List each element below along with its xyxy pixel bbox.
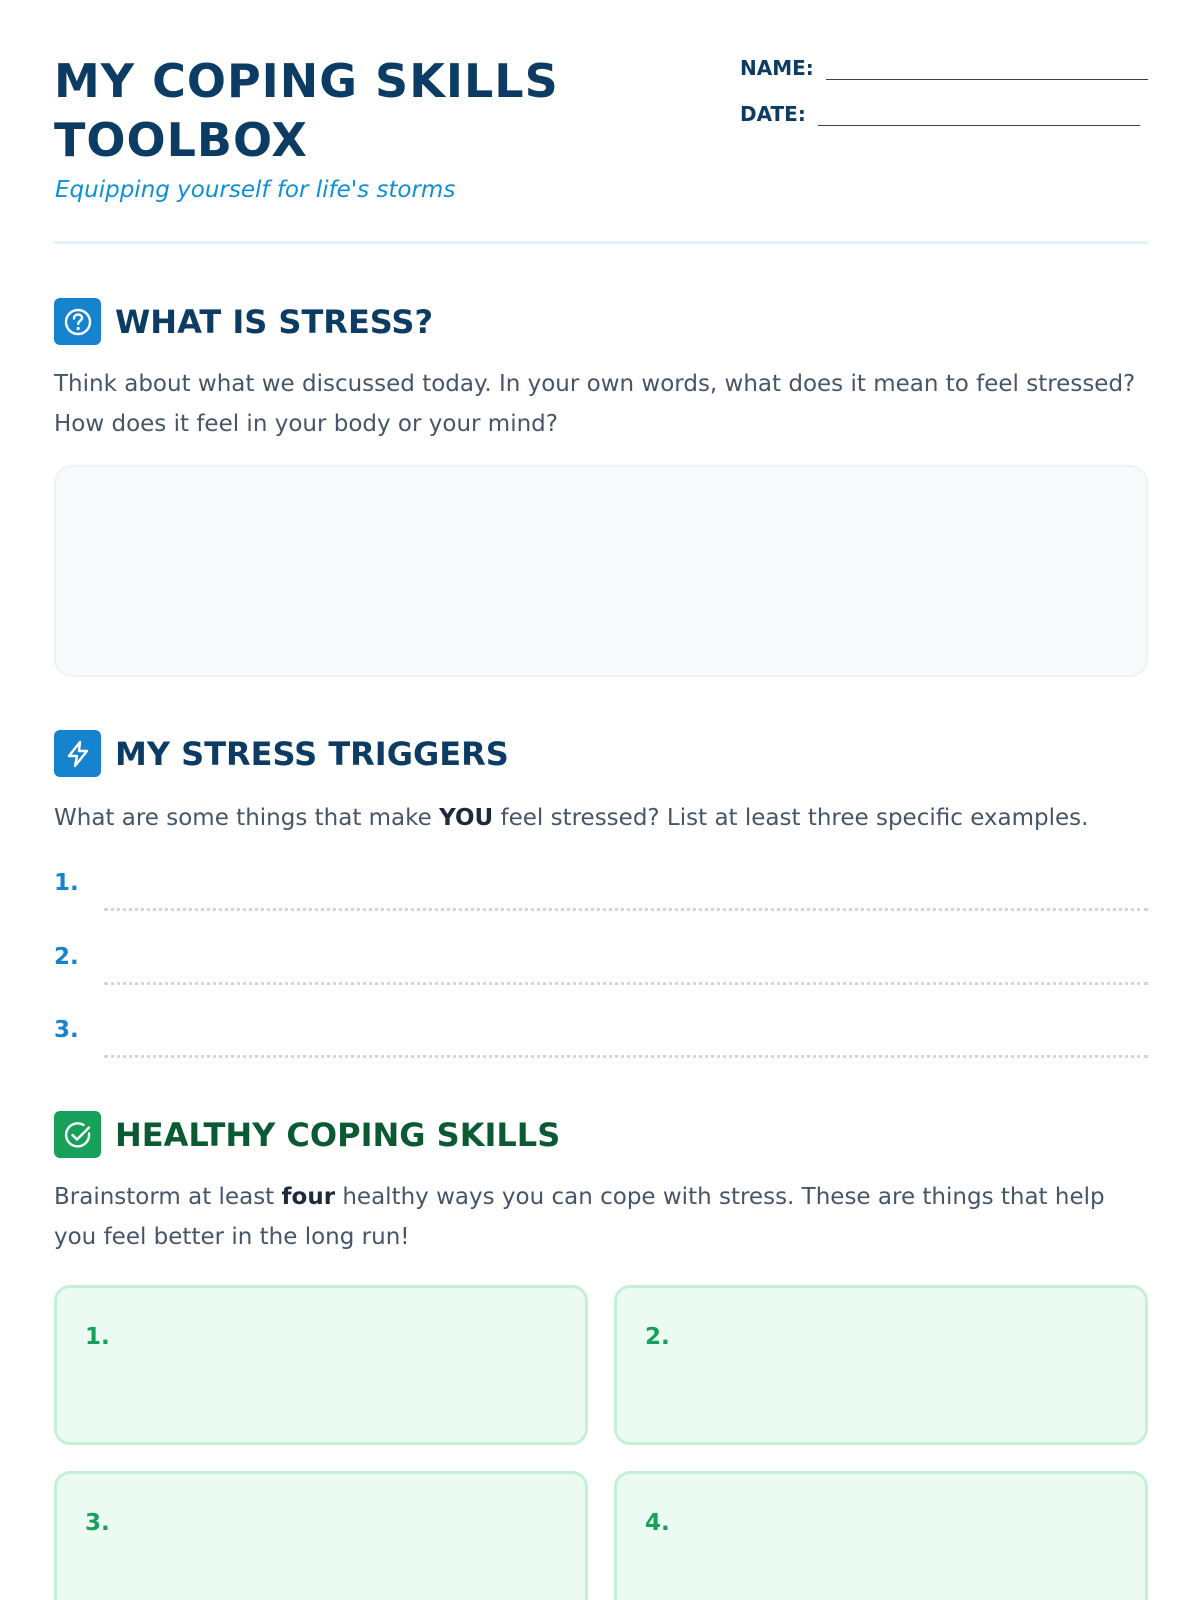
- coping-card-number: 4.: [645, 1510, 670, 1536]
- section-triggers-heading: [54, 730, 509, 777]
- trigger-line: [104, 908, 1148, 911]
- date-label: DATE:: [740, 102, 806, 126]
- section-triggers-prompt: [54, 798, 1154, 838]
- trigger-item[interactable]: [54, 870, 1148, 910]
- page-title: [54, 52, 559, 170]
- stress-answer-box[interactable]: [54, 465, 1148, 677]
- coping-card-number: 1.: [85, 1324, 110, 1350]
- coping-card[interactable]: [614, 1471, 1148, 1600]
- question-circle-icon: [54, 298, 101, 345]
- section-stress-heading: [54, 298, 433, 345]
- date-field: [740, 102, 1140, 126]
- trigger-item[interactable]: [54, 1017, 1148, 1057]
- section-coping-heading: [54, 1111, 560, 1158]
- section-stress-title: WHAT IS STRESS?: [115, 302, 434, 341]
- trigger-item[interactable]: [54, 944, 1148, 984]
- coping-prompt-end: healthy ways you can cope with stress. These are things that help you feel better in the long run!: [54, 1184, 1105, 1250]
- trigger-number: 2.: [54, 944, 79, 970]
- section-coping-prompt: [54, 1177, 1154, 1257]
- triggers-prompt-emphasis: YOU: [439, 805, 494, 831]
- coping-card[interactable]: [54, 1285, 588, 1445]
- title-line-2: TOOLBOX: [54, 113, 308, 167]
- name-label: NAME:: [740, 56, 814, 80]
- section-coping-title: HEALTHY COPING SKILLS: [115, 1115, 561, 1154]
- date-line[interactable]: [818, 125, 1140, 126]
- header-divider: [54, 241, 1148, 244]
- lightning-bolt-icon: [54, 730, 101, 777]
- page-subtitle: Equipping yourself for life's storms: [55, 177, 456, 203]
- trigger-number: 3.: [54, 1017, 79, 1043]
- trigger-number: 1.: [54, 870, 79, 896]
- trigger-line: [104, 982, 1148, 985]
- coping-prompt-emphasis: four: [281, 1184, 336, 1210]
- name-line[interactable]: [826, 79, 1148, 80]
- name-field: [740, 56, 1148, 80]
- triggers-prompt-start: What are some things that make: [54, 805, 440, 831]
- coping-prompt-start: Brainstorm at least: [54, 1184, 282, 1210]
- title-line-1: MY COPING SKILLS: [54, 54, 559, 108]
- trigger-line: [104, 1055, 1148, 1058]
- coping-card-number: 3.: [85, 1510, 110, 1536]
- section-stress-prompt: Think about what we discussed today. In your own words, what does it mean to feel stressed? How does it feel in your body or your mind?: [54, 371, 1136, 437]
- check-circle-icon: [54, 1111, 101, 1158]
- coping-card-number: 2.: [645, 1324, 670, 1350]
- triggers-prompt-end: feel stressed? List at least three specific examples.: [493, 805, 1089, 831]
- coping-card[interactable]: [614, 1285, 1148, 1445]
- section-triggers-title: MY STRESS TRIGGERS: [115, 734, 509, 773]
- coping-card[interactable]: [54, 1471, 588, 1600]
